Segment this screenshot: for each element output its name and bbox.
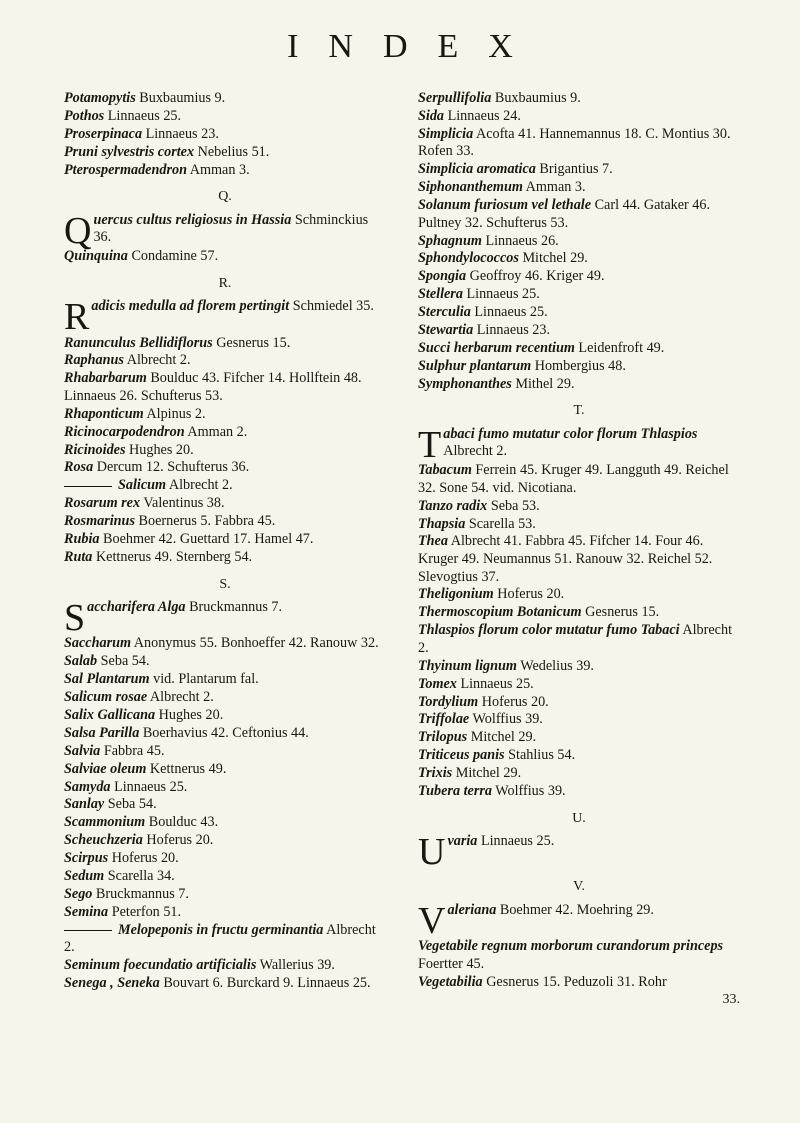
entry-text: Buxbaumius 9. — [491, 90, 581, 106]
drop-cap-q: Q — [64, 209, 92, 252]
entry-text: Mitchel 29. — [452, 765, 522, 782]
entry-text: Albrecht 2. — [147, 689, 214, 706]
entry-text: Linnaeus 25. — [110, 778, 188, 795]
entry-valeriana — [418, 899, 740, 942]
entry-term: Melopeponis in fructu germinantia — [118, 921, 324, 938]
index-entry — [64, 424, 386, 442]
entry-text: Linnaeus 25. — [462, 286, 540, 303]
index-entry — [418, 729, 740, 747]
index-entry — [418, 711, 740, 729]
index-entry — [418, 304, 740, 322]
entry-saccharifera — [64, 597, 386, 640]
entry-text: Acofta 41. Hannemannus 18. C. Montius 30. Rofen 33. — [418, 125, 731, 160]
entry-text: Boerhavius 42. Ceftonius 44. — [139, 724, 309, 741]
entry-text: Linnaeus 25. — [104, 107, 182, 124]
entry-text: Valentinus 38. — [140, 495, 225, 512]
entry-term: Saccharum — [64, 635, 132, 652]
entry-term: Semina — [64, 903, 109, 920]
entry-term: Succi herbarum recentium — [418, 339, 575, 356]
entry-term: Sphondylococcos — [418, 250, 519, 267]
index-entry — [64, 549, 386, 567]
entry-term: Thapsia — [418, 515, 466, 532]
index-entry — [64, 743, 386, 761]
entries-t — [418, 462, 740, 800]
entry-text: Hombergius 48. — [531, 357, 626, 374]
index-entry — [64, 162, 386, 180]
entry-term: Scammonium — [64, 814, 146, 831]
index-entry — [418, 498, 740, 516]
index-entry — [64, 689, 386, 707]
index-entry — [418, 197, 740, 232]
entry-text: Kettnerus 49. — [146, 760, 227, 777]
entry-text: vid. Plantarum fal. — [149, 671, 259, 688]
entry-text: Linnaeus 23. — [473, 321, 551, 338]
index-entry — [64, 459, 386, 477]
index-entry — [418, 516, 740, 534]
entry-text: Linnaeus 25. — [477, 833, 555, 850]
section-letter-u: U. — [572, 810, 586, 826]
index-entry — [64, 144, 386, 162]
entry-term: accharifera Alga — [87, 599, 186, 616]
index-entry — [418, 108, 740, 126]
entry-term: Thlaspios florum color mutatur fumo Tabaci — [418, 622, 680, 639]
entry-text: Ferrein 45. Kruger 49. Langguth 49. Reichel 32. Sone 54. vid. Nicotiana. — [418, 462, 729, 496]
entry-text: Wolffius 39. — [469, 711, 543, 728]
index-entry — [418, 533, 740, 586]
entry-term: Pothos — [64, 107, 105, 124]
entry-text: Linnaeus 25. — [456, 675, 534, 692]
index-entry — [418, 233, 740, 251]
entry-term: Stellera — [418, 286, 463, 303]
index-entry — [418, 694, 740, 712]
entry-term: Raphanus — [64, 352, 124, 369]
entry-text: Schmiedel 35. — [289, 298, 374, 315]
entry-text: Buxbaumius 9. — [135, 90, 226, 106]
section-letter-r: R. — [218, 275, 232, 291]
index-entry — [418, 179, 740, 197]
entry-text: Mitchel 29. — [518, 250, 588, 267]
entry-text: Amman 3. — [186, 161, 250, 178]
entry-text: Gesnerus 15. — [581, 604, 660, 621]
index-entry — [64, 635, 386, 653]
entry-term: Salab — [64, 653, 98, 670]
entry-text: Boulduc 43. — [145, 814, 219, 831]
left-column — [64, 90, 386, 993]
entry-text: Peterfon 51. — [108, 903, 182, 920]
index-entry — [418, 622, 740, 657]
index-entry — [418, 161, 740, 179]
entries-p — [64, 90, 386, 179]
entry-text: Wolffius 39. — [491, 782, 566, 799]
entry-text: Schminckius 36. — [93, 211, 369, 246]
entry-term: Sulphur plantarum — [418, 357, 532, 374]
index-entry — [64, 352, 386, 370]
entry-term: Sedum — [64, 867, 105, 884]
entry-term: Tabacum — [418, 462, 472, 479]
index-entry — [418, 747, 740, 765]
index-entry — [418, 604, 740, 622]
entry-text: Scarella 53. — [465, 515, 536, 532]
entry-term: Sanlay — [64, 796, 105, 813]
section-letter-v: V. — [573, 879, 585, 895]
entries-s-right — [418, 90, 740, 393]
entry-term: Siphonanthemum — [418, 179, 523, 196]
entry-term: Vegetabilia — [418, 973, 483, 990]
entry-text: Fabbra 45. — [100, 742, 165, 759]
entry-text: Wallerius 39. — [256, 957, 335, 974]
entry-text: Mithel 29. — [511, 375, 575, 392]
entry-term: abaci fumo mutatur color florum Thlaspios — [443, 425, 698, 442]
entry-term: Rhaponticum — [64, 405, 144, 422]
entry-term: Proserpinaca — [64, 125, 143, 142]
entry-term: Salix Gallicana — [64, 706, 156, 723]
entry-term: Ranunculus Bellidiflorus — [64, 334, 213, 351]
entry-text: Hughes 20. — [125, 441, 194, 458]
entry-term: Rubia — [64, 531, 100, 548]
index-entry — [64, 904, 386, 922]
entry-text: Foertter 45. — [418, 955, 485, 972]
entry-term: Scheuchzeria — [64, 832, 143, 849]
catchword: 33. — [722, 992, 740, 1008]
index-entry — [418, 586, 740, 604]
entry-text: Seba 54. — [104, 796, 157, 813]
entry-term: Serpullifolia — [418, 90, 492, 106]
entry-text: Linnaeus 25. — [470, 304, 548, 321]
entry-term: Sida — [418, 107, 445, 124]
index-entry — [418, 765, 740, 783]
entry-term: Thermoscopium Botanicum — [418, 604, 582, 621]
entry-term: Trilopus — [418, 729, 468, 746]
entry-text: Albrecht 2. — [64, 921, 376, 956]
index-entry — [64, 370, 386, 405]
index-entry — [64, 814, 386, 832]
index-entry — [64, 957, 386, 975]
entry-text: Boehmer 42. Guettard 17. Hamel 47. — [99, 531, 314, 548]
entry-text: Geoffroy 46. Kriger 49. — [466, 268, 605, 285]
index-entry — [64, 832, 386, 850]
entry-term: Rosmarinus — [64, 513, 135, 530]
index-entry — [64, 779, 386, 797]
drop-cap-s: S — [64, 597, 86, 640]
drop-cap-u: U — [418, 831, 446, 874]
entry-term: Rhabarbarum — [64, 370, 147, 387]
index-entry — [418, 322, 740, 340]
entry-text: Condamine 57. — [127, 248, 219, 265]
entry-text: Alpinus 2. — [143, 405, 206, 422]
index-entry — [418, 90, 740, 108]
section-letter-t: T. — [573, 403, 585, 419]
index-entry — [64, 531, 386, 549]
entries-s-left — [64, 635, 386, 992]
entry-term: Salviae oleum — [64, 760, 147, 777]
entry-term: Tomex — [418, 675, 457, 692]
entry-text: Bruckmannus 7. — [185, 599, 283, 616]
entry-term: Ruta — [64, 548, 93, 565]
entry-term: Sego — [64, 885, 93, 902]
repeat-dash — [64, 930, 112, 931]
entry-term: Tubera terra — [418, 782, 492, 799]
index-entry — [418, 358, 740, 376]
entry-term: aleriana — [447, 901, 497, 918]
entry-text: Boulduc 43. Fifcher 14. Hollftein 48. Linnaeus 26. Schufterus 53. — [64, 370, 362, 404]
entry-term: Sphagnum — [418, 232, 482, 249]
entry-term: Solanum furiosum vel lethale — [418, 197, 592, 214]
entries-r — [64, 335, 386, 567]
section-letter-q: Q. — [218, 189, 232, 205]
entry-term: Triffolae — [418, 711, 470, 728]
entry-text: Hoferus 20. — [142, 832, 214, 849]
entry-text: Albrecht 2. — [418, 622, 733, 656]
entry-text: Dercum 12. Schufterus 36. — [93, 459, 250, 476]
entry-text: Mitchel 29. — [467, 729, 537, 746]
entry-term: Ricinoides — [64, 441, 126, 458]
index-entry — [64, 126, 386, 144]
entry-text: Hughes 20. — [155, 706, 224, 723]
entry-text: Bruckmannus 7. — [92, 885, 189, 902]
entry-term: Pterospermadendron — [64, 161, 187, 178]
entry-text: Gesnerus 15. Peduzoli 31. Rohr — [482, 973, 667, 990]
entry-term: Symphonanthes — [418, 375, 512, 392]
index-entry — [64, 868, 386, 886]
entry-term: Thyinum lignum — [418, 657, 517, 674]
entry-text: Stahlius 54. — [504, 747, 576, 764]
index-entry — [64, 653, 386, 671]
index-entry — [64, 796, 386, 814]
entry-term: Thea — [418, 533, 448, 550]
entry-text: Nebelius 51. — [194, 143, 270, 160]
entry-term: Salicum — [118, 477, 167, 494]
index-entry — [64, 725, 386, 743]
entry-term: Trixis — [418, 765, 453, 782]
entry-term: Stewartia — [418, 321, 474, 338]
index-entry — [64, 975, 386, 993]
entry-text: Linnaeus 26. — [481, 232, 559, 249]
entry-term: Ricinocarpodendron — [64, 423, 185, 440]
index-entry — [418, 286, 740, 304]
index-entry — [64, 886, 386, 904]
page-header: INDEX — [287, 28, 543, 65]
index-entry — [64, 513, 386, 531]
section-letter-s: S. — [219, 576, 231, 592]
entry-text: Hoferus 20. — [108, 850, 179, 867]
index-entry — [64, 671, 386, 689]
entry-term: Tordylium — [418, 693, 479, 710]
entry-term: Theligonium — [418, 586, 494, 603]
right-column — [418, 90, 740, 1009]
entry-text: Albrecht 2. — [166, 477, 233, 494]
index-entry — [418, 268, 740, 286]
entry-text: Albrecht 2. — [123, 352, 191, 369]
entry-text: Gesnerus 15. — [212, 334, 291, 351]
entry-term: Simplicia — [418, 125, 474, 142]
entry-term: adicis medulla ad florem pertingit — [91, 298, 290, 315]
index-entry — [64, 922, 386, 957]
index-entry — [64, 495, 386, 513]
entry-term: Sal Plantarum — [64, 671, 150, 688]
entry-text: Bouvart 6. Burckard 9. Linnaeus 25. — [159, 975, 371, 992]
index-entry — [64, 90, 386, 108]
entry-text: Albrecht 41. Fabbra 45. Fifcher 14. Four 46. Kruger 49. Neumannus 51. Ranouw 32. Reichel 52. Slevogtius 37. — [418, 533, 713, 585]
index-entry — [418, 126, 740, 161]
entry-term: Potamopytis — [64, 90, 136, 106]
entry-term: Samyda — [64, 778, 111, 795]
index-entry — [418, 783, 740, 801]
index-entry — [418, 250, 740, 268]
entry-tabaci — [418, 423, 740, 466]
entry-term: Rosarum rex — [64, 495, 141, 512]
entry-term: Pruni sylvestris cortex — [64, 143, 195, 160]
entry-term: Quinquina — [64, 248, 128, 265]
entry-term: Salvia — [64, 742, 101, 759]
entry-text: Albrecht 2. — [443, 443, 508, 460]
entry-term: Sterculia — [418, 304, 471, 321]
index-entry — [64, 850, 386, 868]
entry-term: Tanzo radix — [418, 497, 488, 514]
entry-term: Seminum foecundatio artificialis — [64, 957, 257, 974]
entries-q — [64, 248, 386, 266]
entry-text: Seba 54. — [97, 653, 150, 670]
index-entry — [64, 108, 386, 126]
entry-text: Amman 2. — [184, 423, 248, 440]
entry-text: Linnaeus 24. — [444, 107, 521, 124]
entry-term: Salsa Parilla — [64, 724, 140, 741]
index-entry — [418, 938, 740, 973]
entry-term: Simplicia aromatica — [418, 161, 536, 178]
entry-term: Salicum rosae — [64, 689, 148, 706]
entry-term: Senega , Seneka — [64, 975, 160, 992]
entry-term: Rosa — [64, 459, 94, 476]
index-entry — [64, 406, 386, 424]
entry-text: Carl 44. Gataker 46. Pultney 32. Schufterus 53. — [418, 197, 711, 231]
entry-text: Boehmer 42. Moehring 29. — [496, 901, 654, 918]
index-entry — [64, 335, 386, 353]
entry-text: Brigantius 7. — [535, 161, 613, 178]
entry-text: Wedelius 39. — [516, 657, 594, 674]
entry-text: Seba 53. — [487, 497, 540, 514]
entry-text: Anonymus 55. Bonhoeffer 42. Ranouw 32. — [131, 635, 379, 652]
entry-term: uercus cultus religiosus in Hassia — [93, 211, 292, 228]
drop-cap-r: R — [64, 296, 90, 339]
index-entry — [418, 676, 740, 694]
entry-text: Hoferus 20. — [493, 586, 565, 603]
index-entry — [64, 707, 386, 725]
entry-term: Spongia — [418, 268, 467, 285]
index-entry — [418, 658, 740, 676]
entry-text: Kettnerus 49. Sternberg 54. — [92, 548, 253, 565]
index-entry — [64, 761, 386, 779]
entry-text: Hoferus 20. — [478, 693, 549, 710]
index-entry — [418, 340, 740, 358]
entries-v — [418, 938, 740, 991]
entry-term: Vegetabile regnum morborum curandorum princeps — [418, 938, 724, 955]
entry-term: varia — [447, 833, 478, 850]
entry-text: Linnaeus 23. — [142, 125, 219, 142]
entry-radicis — [64, 296, 386, 339]
entry-text: Scarella 34. — [104, 867, 175, 884]
entry-term: Scirpus — [64, 850, 109, 867]
index-entry — [64, 442, 386, 460]
entry-text: Boernerus 5. Fabbra 45. — [134, 513, 276, 530]
entry-term: Triticeus panis — [418, 747, 505, 764]
index-entry — [418, 974, 740, 992]
index-entry — [418, 462, 740, 497]
repeat-dash — [64, 486, 112, 487]
index-entry — [64, 248, 386, 266]
index-entry — [64, 477, 386, 495]
drop-cap-t: T — [418, 423, 442, 466]
entry-text: Leidenfroft 49. — [574, 339, 665, 356]
index-entry — [418, 376, 740, 394]
entry-quercus — [64, 209, 386, 252]
entry-uvaria — [418, 831, 740, 874]
entry-text: Amman 3. — [522, 179, 586, 196]
drop-cap-v: V — [418, 899, 446, 942]
